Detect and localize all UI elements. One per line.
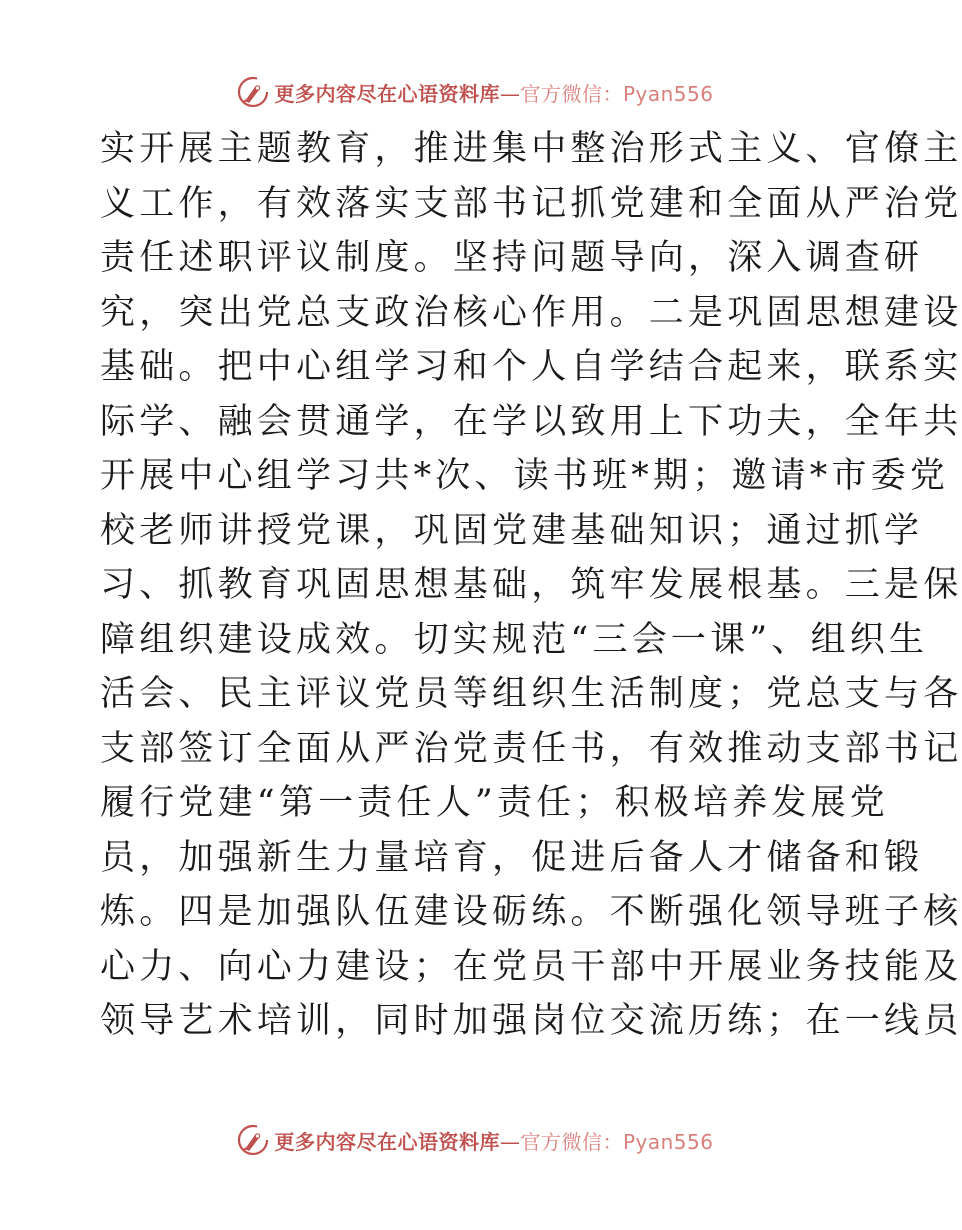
watermark-separator: — [499, 1129, 521, 1154]
body-line: 义工作，有效落实支部书记抓党建和全面从严治党 [100, 183, 962, 224]
body-line: 习、抓教育巩固思想基础，筑牢发展根基。三是保 [100, 565, 962, 605]
body-line: 际学、融会贯通学，在学以致用上下功夫，全年共 [100, 401, 962, 442]
watermark-separator: — [499, 81, 521, 106]
body-line: 基础。把中心组学习和个人自学结合起来，联系实 [100, 347, 962, 387]
body-line: 心力、向心力建设；在党员干部中开展业务技能及 [100, 946, 962, 987]
body-line: 炼。四是加强队伍建设砺练。不断强化领导班子核 [100, 892, 962, 932]
body-line: 校老师讲授党课，巩固党建基础知识；通过抓学 [100, 510, 924, 551]
body-line: 究，突出党总支政治核心作用。二是巩固思想建设 [100, 292, 962, 333]
watermark-brand: 更多内容尽在心语资料库 [274, 81, 500, 106]
body-line: 履行党建“第一责任人”责任；积极培养发展党 [100, 783, 889, 823]
watermark-brand: 更多内容尽在心语资料库 [274, 1129, 500, 1154]
watermark-wechat: 官方微信：Pyan556 [520, 1129, 714, 1154]
watermark-text [274, 1126, 713, 1155]
pen-nib-logo-icon [236, 1123, 270, 1157]
body-line: 障组织建设成效。切实规范“三会一课”、组织生 [100, 619, 929, 660]
document-body [100, 122, 962, 1049]
body-line: 支部签订全面从严治党责任书，有效推动支部书记 [100, 728, 962, 769]
watermark-text [274, 78, 713, 107]
body-line: 活会、民主评议党员等组织生活制度；党总支与各 [100, 674, 962, 714]
watermark-wechat: 官方微信：Pyan556 [520, 81, 714, 106]
body-line: 开展中心组学习共*次、读书班*期；邀请*市委党 [100, 456, 950, 496]
header-watermark [0, 72, 950, 112]
body-line: 员，加强新生力量培育，促进后备人才储备和锻 [100, 837, 924, 878]
footer-watermark [0, 1120, 950, 1160]
body-line: 领导艺术培训，同时加强岗位交流历练；在一线员 [100, 1001, 962, 1041]
body-line: 实开展主题教育，推进集中整治形式主义、官僚主 [100, 129, 962, 169]
body-line: 责任述职评议制度。坚持问题导向，深入调查研 [100, 238, 924, 278]
pen-nib-logo-icon [236, 75, 270, 109]
